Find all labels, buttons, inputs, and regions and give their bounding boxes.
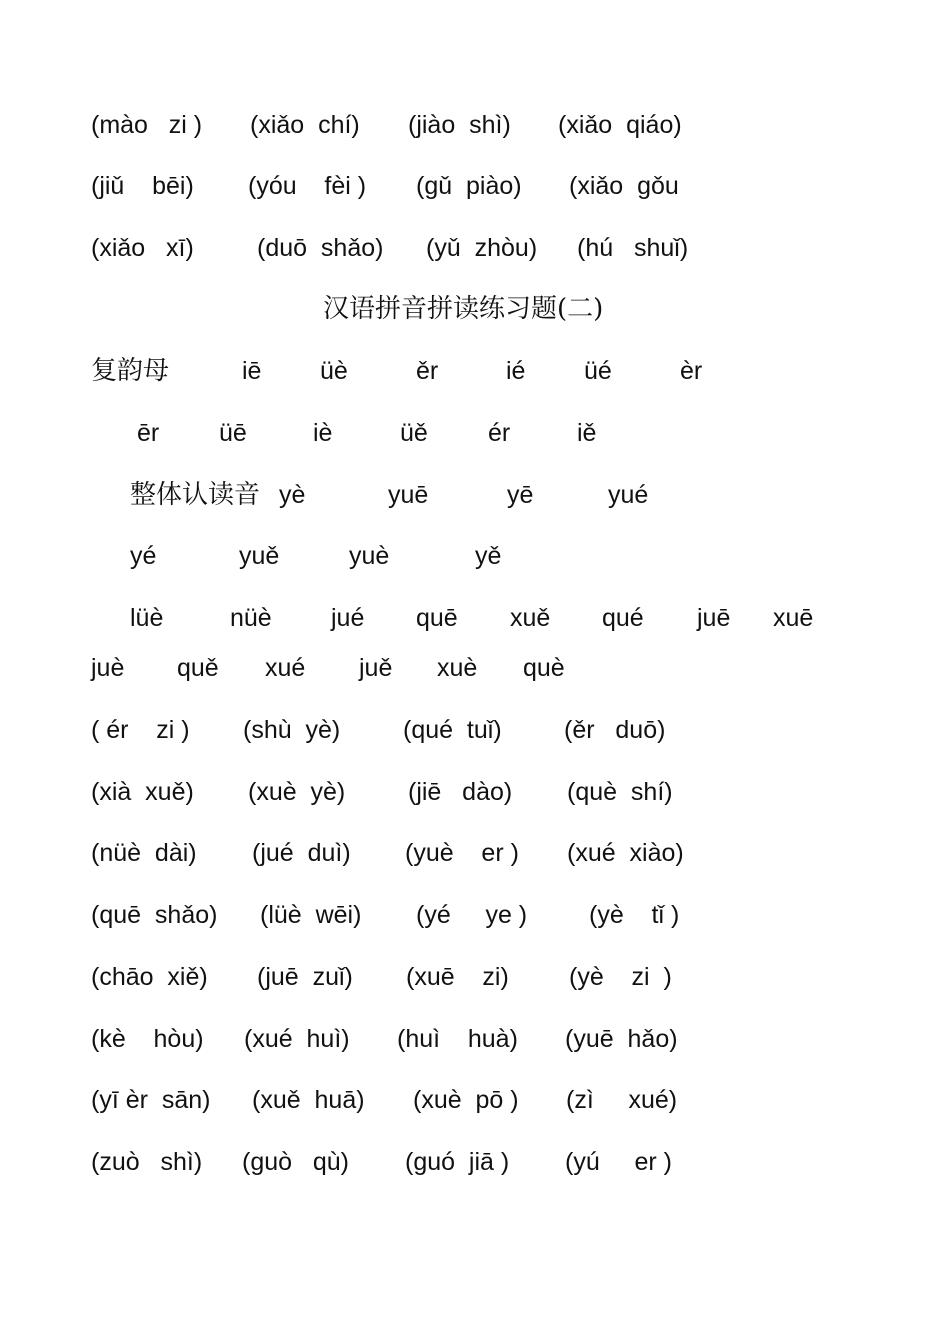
syllable: jué — [331, 604, 365, 632]
syllable: quě — [177, 654, 219, 682]
word-item: (yóu fèi ) — [248, 172, 367, 200]
syllable: yuè — [349, 542, 390, 570]
fuyunmu-row-1 — [0, 356, 950, 396]
section-label-fuyunmu: 复韵母 — [91, 356, 170, 386]
word-item: (ěr duō) — [564, 716, 666, 744]
word-item: (xiǎo qiáo) — [558, 111, 682, 139]
word-item: (jiǔ bēi) — [91, 172, 194, 200]
syllable: qué — [602, 604, 644, 632]
syllable: lüè — [130, 604, 164, 632]
pinyin-line-2 — [0, 171, 950, 211]
word-item: (huì huà) — [397, 1025, 518, 1053]
word-line-7 — [0, 1085, 950, 1125]
word-line-6 — [0, 1024, 950, 1064]
syllable: nüè — [230, 604, 272, 632]
syllable: yě — [475, 542, 502, 570]
word-item: (yī èr sān) — [91, 1086, 211, 1114]
word-line-3 — [0, 838, 950, 878]
word-item: (xuè pō ) — [413, 1086, 519, 1114]
zhengti-row-1 — [0, 480, 950, 520]
word-line-5 — [0, 962, 950, 1002]
word-line-4 — [0, 900, 950, 940]
syllable: ěr — [416, 357, 439, 385]
word-item: (jiē dào) — [408, 778, 513, 806]
syllable: yè — [279, 481, 306, 509]
word-item: ( ér zi ) — [91, 716, 190, 744]
syllable: yē — [507, 481, 534, 509]
syllable: quē — [416, 604, 458, 632]
word-item: (zì xué) — [566, 1086, 678, 1114]
word-item: (juē zuǐ) — [257, 963, 353, 991]
syllable-row-1 — [0, 603, 950, 643]
syllable: xuè — [437, 654, 478, 682]
syllable: xué — [265, 654, 306, 682]
word-item: (shù yè) — [243, 716, 341, 744]
word-item: (xiǎo xī) — [91, 234, 194, 262]
syllable: yuē — [388, 481, 429, 509]
word-item: (yè tǐ ) — [589, 901, 680, 929]
syllable: juè — [91, 654, 125, 682]
word-item: (nüè dài) — [91, 839, 197, 867]
syllable: què — [523, 654, 565, 682]
syllable: èr — [680, 357, 703, 385]
pinyin-line-3 — [0, 233, 950, 273]
word-item: (xiǎo gǒu — [569, 172, 679, 200]
word-item: (qué tuǐ) — [403, 716, 502, 744]
word-item: (yé ye ) — [416, 901, 528, 929]
zhengti-row-2 — [0, 541, 950, 581]
word-item: (xuē zi) — [406, 963, 509, 991]
word-item: (xuě huā) — [252, 1086, 365, 1114]
syllable: ēr — [137, 419, 160, 447]
syllable: juě — [359, 654, 393, 682]
word-item: (quē shǎo) — [91, 901, 218, 929]
syllable: juē — [697, 604, 731, 632]
word-item: (jué duì) — [252, 839, 351, 867]
word-line-2 — [0, 777, 950, 817]
word-item: (yè zi ) — [569, 963, 672, 991]
syllable-row-2 — [0, 653, 950, 693]
pinyin-line-1 — [0, 110, 950, 150]
word-line-8 — [0, 1147, 950, 1187]
word-item: (xué huì) — [244, 1025, 350, 1053]
syllable: üé — [584, 357, 612, 385]
syllable: iē — [242, 357, 262, 385]
word-item: (yǔ zhòu) — [426, 234, 538, 262]
fuyunmu-row-2 — [0, 418, 950, 458]
syllable: yé — [130, 542, 157, 570]
word-item: (yuè er ) — [405, 839, 519, 867]
syllable: ié — [506, 357, 526, 385]
syllable: yué — [608, 481, 649, 509]
word-item: (chāo xiě) — [91, 963, 208, 991]
word-item: (yú er ) — [565, 1148, 672, 1176]
syllable: xuě — [510, 604, 551, 632]
word-item: (duō shǎo) — [257, 234, 384, 262]
syllable: üě — [400, 419, 428, 447]
title-line — [0, 294, 950, 334]
syllable: xuē — [773, 604, 814, 632]
word-line-1 — [0, 715, 950, 755]
word-item: (gǔ piào) — [416, 172, 522, 200]
syllable: üè — [320, 357, 348, 385]
word-item: (kè hòu) — [91, 1025, 204, 1053]
word-item: (xuè yè) — [248, 778, 346, 806]
word-item: (xué xiào) — [567, 839, 684, 867]
word-item: (xiǎo chí) — [250, 111, 360, 139]
word-item: (jiào shì) — [408, 111, 511, 139]
syllable: ér — [488, 419, 511, 447]
syllable: iè — [313, 419, 333, 447]
syllable: iě — [577, 419, 597, 447]
word-item: (guò qù) — [242, 1148, 350, 1176]
word-item: (lüè wēi) — [260, 901, 362, 929]
word-item: (zuò shì) — [91, 1148, 203, 1176]
word-item: (xià xuě) — [91, 778, 194, 806]
word-item: (què shí) — [567, 778, 673, 806]
syllable: yuě — [239, 542, 280, 570]
word-item: (yuē hǎo) — [565, 1025, 678, 1053]
word-item: (mào zi ) — [91, 111, 203, 139]
syllable: üē — [219, 419, 247, 447]
word-item: (guó jiā ) — [405, 1148, 510, 1176]
page-title: 汉语拼音拼读练习题(二) — [323, 294, 604, 324]
section-label-zhengti: 整体认读音 — [130, 480, 261, 510]
word-item: (hú shuǐ) — [577, 234, 689, 262]
